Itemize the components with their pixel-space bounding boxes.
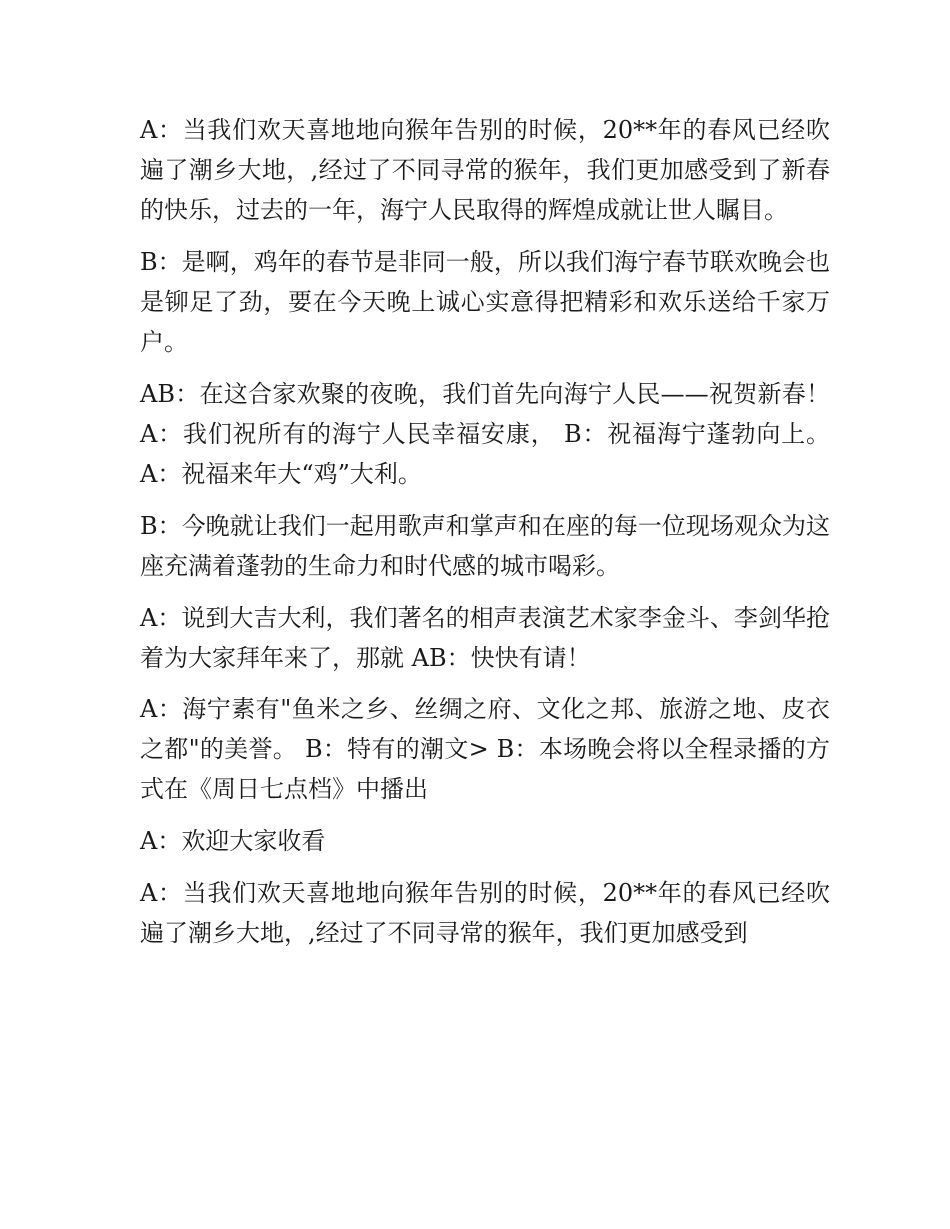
- paragraph: A：当我们欢天喜地地向猴年告别的时候，20**年的春风已经吹遍了潮乡大地，,经过了不同寻常的猴年，我们更加感受到: [140, 879, 830, 948]
- paragraph: A：当我们欢天喜地地向猴年告别的时候，20**年的春风已经吹遍了潮乡大地，,经过了不同寻常的猴年，我们更加感受到了新春的快乐，过去的一年，海宁人民取得的辉煌成就让世人瞩目。: [140, 116, 830, 224]
- paragraph: B：今晚就让我们一起用歌声和掌声和在座的每一位现场观众为这座充满着蓬勃的生命力和时代感的城市喝彩。: [140, 511, 830, 580]
- paragraph: A：说到大吉大利，我们著名的相声表演艺术家李金斗、李剑华抢着为大家拜年来了，那就 AB：快快有请！: [140, 603, 830, 672]
- paragraph: AB：在这合家欢聚的夜晚，我们首先向海宁人民——祝贺新春！ A：我们祝所有的海宁人民幸福安康， B：祝福海宁蓬勃向上。 A：祝福来年大“鸡”大利。: [140, 379, 830, 488]
- paragraph: B：是啊，鸡年的春节是非同一般，所以我们海宁春节联欢晚会也是铆足了劲，要在今天晚上诚心实意得把精彩和欢乐送给千家万户。: [140, 247, 830, 356]
- paragraph: A：欢迎大家收看: [140, 827, 326, 856]
- document-body: [140, 110, 830, 965]
- paragraph: A：海宁素有"鱼米之乡、丝绸之府、文化之邦、旅游之地、皮衣之都"的美誉。 B：特有的潮文> B：本场晚会将以全程录播的方式在《周日七点档》中播出: [140, 695, 830, 804]
